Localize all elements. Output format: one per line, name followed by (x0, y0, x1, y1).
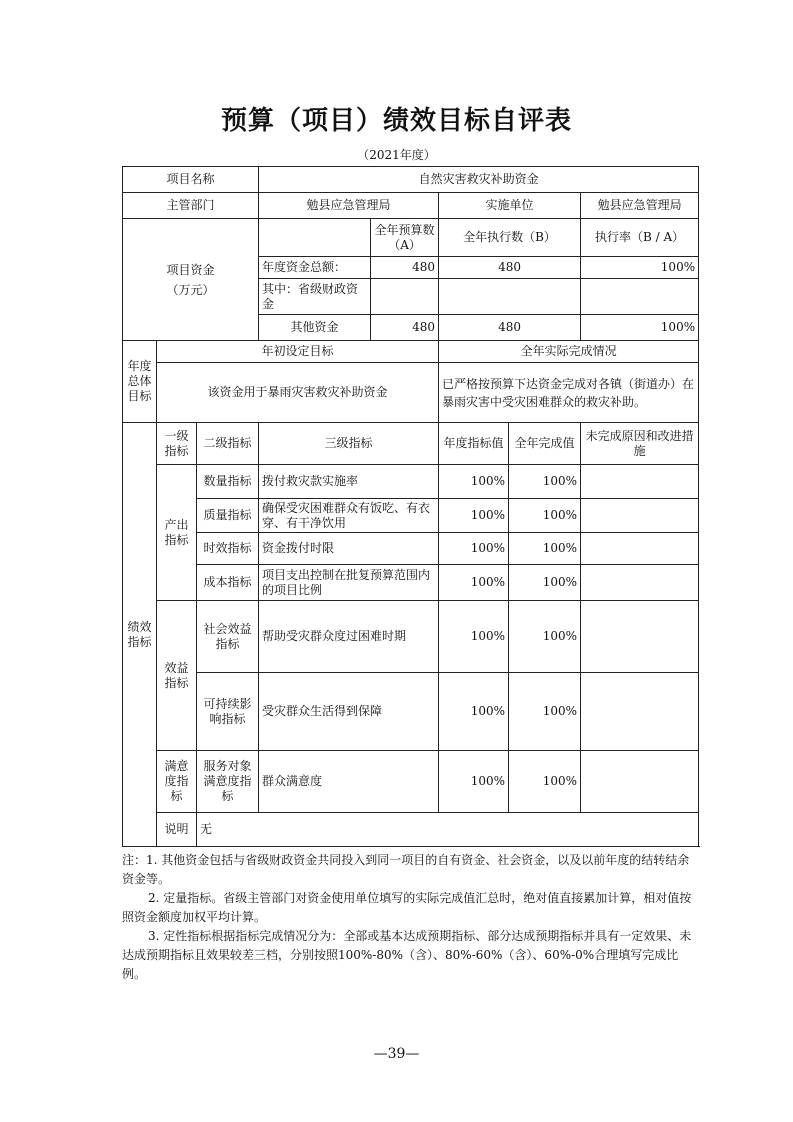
indicator-target: 100% (439, 465, 509, 499)
indicator-actual: 100% (509, 601, 581, 673)
indicator-l3: 拨付救灾款实施率 (259, 465, 439, 499)
indicator-reason (581, 465, 699, 499)
funds-row-exec (439, 279, 581, 315)
indicator-actual: 100% (509, 673, 581, 751)
remark-row (123, 813, 699, 847)
indicator-target: 100% (439, 673, 509, 751)
goal-header-row (123, 341, 699, 363)
funds-row-exec: 480 (439, 257, 581, 279)
indicator-actual: 100% (509, 499, 581, 533)
table-row (123, 673, 699, 751)
indicator-l3: 帮助受灾群众度过困难时期 (259, 601, 439, 673)
funds-header-row (123, 219, 699, 257)
self-evaluation-table (122, 166, 699, 847)
department-row (123, 193, 699, 219)
satisfaction-indicator-label: 满意度指标 (157, 751, 197, 813)
funds-label: 项目资金 （万元） (123, 219, 259, 341)
funds-row-exec: 480 (439, 315, 581, 341)
indicator-actual: 100% (509, 465, 581, 499)
project-name-value: 自然灾害救灾补助资金 (259, 167, 699, 193)
indicator-l3: 资金拨付时限 (259, 533, 439, 565)
indicator-l3: 确保受灾困难群众有饭吃、有衣穿、有干净饮用 (259, 499, 439, 533)
goal-content-row (123, 363, 699, 423)
impl-label: 实施单位 (439, 193, 581, 219)
output-indicator-label: 产出指标 (157, 465, 197, 601)
indicator-l3: 项目支出控制在批复预算范围内的项目比例 (259, 565, 439, 601)
perf-l2-header: 二级指标 (197, 423, 259, 465)
indicator-reason (581, 565, 699, 601)
funds-row-label: 其中：省级财政资金 (259, 279, 371, 315)
indicator-reason (581, 533, 699, 565)
table-row (123, 533, 699, 565)
perf-l3-header: 三级指标 (259, 423, 439, 465)
perf-label: 绩效指标 (123, 423, 157, 847)
goal-set-text: 该资金用于暴雨灾害救灾补助资金 (157, 363, 439, 423)
indicator-target: 100% (439, 533, 509, 565)
indicator-l2: 可持续影响指标 (197, 673, 259, 751)
budget-col-header: 全年预算数（A） (371, 219, 439, 257)
indicator-reason (581, 751, 699, 813)
perf-reason-header: 未完成原因和改进措施 (581, 423, 699, 465)
indicator-reason (581, 601, 699, 673)
indicator-l3: 受灾群众生活得到保障 (259, 673, 439, 751)
dept-label: 主管部门 (123, 193, 259, 219)
funds-row-budget: 480 (371, 257, 439, 279)
project-name-row (123, 167, 699, 193)
indicator-l2: 成本指标 (197, 565, 259, 601)
table-row (123, 499, 699, 533)
indicator-actual: 100% (509, 533, 581, 565)
perf-actual-header: 全年完成值 (509, 423, 581, 465)
funds-row-label: 其他资金 (259, 315, 371, 341)
benefit-indicator-label: 效益指标 (157, 601, 197, 751)
funds-blank-cell (259, 219, 371, 257)
indicator-l2: 社会效益指标 (197, 601, 259, 673)
perf-header-row (123, 423, 699, 465)
rate-col-header: 执行率（B / A） (581, 219, 699, 257)
indicator-l3: 群众满意度 (259, 751, 439, 813)
dept-value: 勉县应急管理局 (259, 193, 439, 219)
indicator-l2: 时效指标 (197, 533, 259, 565)
funds-row-rate (581, 279, 699, 315)
indicator-l2: 数量指标 (197, 465, 259, 499)
footnote-2: 2. 定量指标。省级主管部门对资金使用单位填写的实际完成值汇总时，绝对值直接累加计算，相对值按照资金额度加权平均计算。 (122, 891, 692, 924)
page-number: —39— (373, 1046, 420, 1062)
indicator-l2: 服务对象满意度指标 (197, 751, 259, 813)
indicator-target: 100% (439, 601, 509, 673)
remark-label: 说明 (157, 813, 197, 847)
exec-col-header: 全年执行数（B） (439, 219, 581, 257)
perf-l1-header: 一级指标 (157, 423, 197, 465)
footnotes (122, 851, 700, 984)
indicator-reason (581, 673, 699, 751)
indicator-actual: 100% (509, 565, 581, 601)
impl-value: 勉县应急管理局 (581, 193, 699, 219)
indicator-target: 100% (439, 565, 509, 601)
project-name-label: 项目名称 (123, 167, 259, 193)
table-row (123, 601, 699, 673)
indicator-target: 100% (439, 751, 509, 813)
table-row (123, 565, 699, 601)
perf-target-header: 年度指标值 (439, 423, 509, 465)
indicator-reason (581, 499, 699, 533)
goal-label: 年度总体目标 (123, 341, 157, 423)
year-label: （2021年度） (357, 148, 436, 162)
footnote-1: 注：1. 其他资金包括与省级财政资金共同投入到同一项目的自有资金、社会资金，以及以前年度的结转结余资金等。 (122, 853, 690, 886)
table-row (123, 751, 699, 813)
funds-row-budget (371, 279, 439, 315)
remark-text: 无 (197, 813, 699, 847)
page-title: 预算（项目）绩效目标自评表 (220, 106, 572, 136)
indicator-target: 100% (439, 499, 509, 533)
goal-set-header: 年初设定目标 (157, 341, 439, 363)
footnote-3: 3. 定性指标根据指标完成情况分为：全部或基本达成预期指标、部分达成预期指标并具有一定效果、未达成预期指标且效果较差三档，分别按照100%-80%（含）、80%-60%（含）、60%-0%合理填写完成比例。 (122, 929, 692, 981)
funds-row-label: 年度资金总额： (259, 257, 371, 279)
funds-row-budget: 480 (371, 315, 439, 341)
goal-actual-header: 全年实际完成情况 (439, 341, 699, 363)
funds-row-rate: 100% (581, 257, 699, 279)
table-row (123, 465, 699, 499)
indicator-actual: 100% (509, 751, 581, 813)
indicator-l2: 质量指标 (197, 499, 259, 533)
funds-row-rate: 100% (581, 315, 699, 341)
goal-actual-text: 已严格按预算下达资金完成对各镇（街道办）在暴雨灾害中受灾困难群众的救灾补助。 (439, 363, 699, 423)
